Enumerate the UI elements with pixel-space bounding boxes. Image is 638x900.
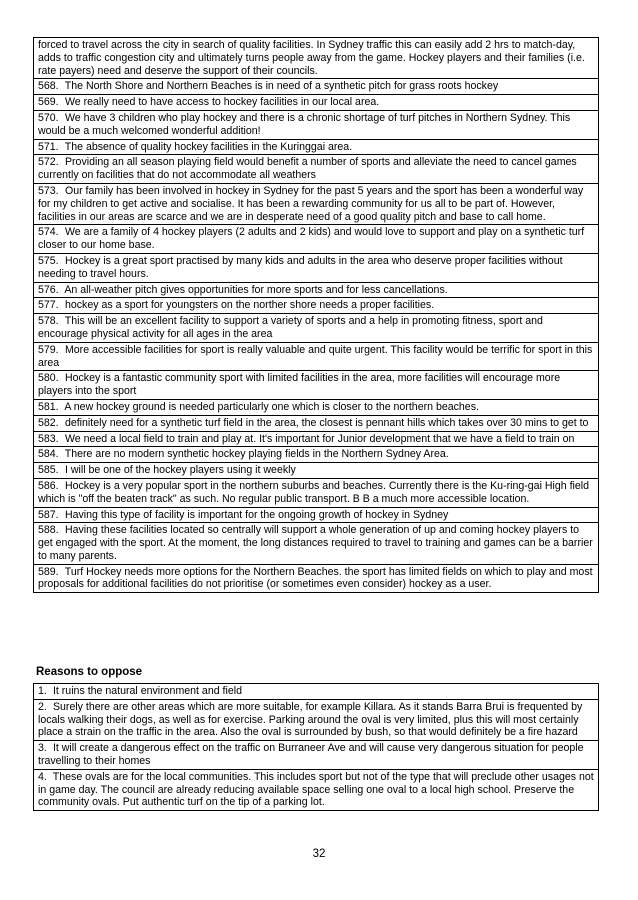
support-comments-table — [33, 37, 599, 593]
support-comment-text: There are no modern synthetic hockey playing fields in the Northern Sydney Area. — [64, 448, 449, 461]
support-comment-text: We have 3 children who play hockey and there is a chronic shortage of turf pitches in Northern Sydney. This would be a much welcomed wonderful addition! — [38, 111, 571, 137]
table-row — [34, 298, 599, 314]
table-row — [34, 342, 599, 371]
table-row — [34, 684, 599, 700]
support-comment-text: definitely need for a synthetic turf field in the area, the closest is pennant hills which takes over 30 mins to get to — [64, 416, 589, 429]
table-row — [34, 253, 599, 282]
support-comment-number: 584. — [38, 448, 59, 461]
support-comment-number: 568. — [38, 80, 59, 93]
support-comment-text: This will be an excellent facility to support a variety of sports and a help in promoting fitness, sport and encourage physical activity for all ages in the area — [38, 315, 543, 340]
support-comment-cell — [34, 507, 599, 523]
oppose-comment-cell — [34, 699, 599, 740]
support-comment-number: 581. — [38, 400, 59, 413]
support-comment-number: 585. — [38, 464, 59, 477]
support-comment-cell — [34, 564, 599, 593]
support-comment-number: 588. — [38, 524, 59, 537]
table-row — [34, 463, 599, 479]
support-comment-text: The North Shore and Northern Beaches is in need of a synthetic pitch for grass roots hockey — [64, 80, 499, 93]
table-row — [34, 371, 599, 400]
oppose-comment-text: These ovals are for the local communities. This includes sport but not of the type that will preclude other usages not in game day. The council are already reducing available space selling one oval to a local high school. Preserve the community ovals. Put authentic turf on the tip of a parking lot. — [38, 770, 594, 809]
table-row — [34, 38, 599, 79]
support-comment-number: 576. — [38, 283, 59, 296]
support-comment-number: 586. — [38, 479, 59, 492]
oppose-comment-number: 2. — [38, 700, 47, 713]
support-comment-number: 572. — [38, 156, 59, 169]
oppose-comment-number: 3. — [38, 742, 47, 755]
support-comment-text: We need a local field to train and play at. It's important for Junior development that we have a field to train on — [64, 432, 575, 445]
support-comment-cell — [34, 298, 599, 314]
continued-comment-text: forced to travel across the city in search of quality facilities. In Sydney traffic this can easily add 2 hrs to match-day, adds to traffic congestion city and ultimately turns people away from the game. Hockey players and their families (i.e. rate payers) need and deserve the support of their councils. — [34, 38, 599, 79]
support-comment-cell — [34, 139, 599, 155]
support-comment-cell — [34, 225, 599, 254]
oppose-comment-number: 4. — [38, 770, 47, 783]
table-row — [34, 225, 599, 254]
support-comment-number: 582. — [38, 416, 59, 429]
support-comment-cell — [34, 282, 599, 298]
support-comment-text: Our family has been involved in hockey in Sydney for the past 5 years and the sport has been a wonderful way for my children to get active and socialise. It has been a rewarding community for us all to be part of. However, facilities in our areas are scarce and we are in desperate need of a good quality pitch and base to call home. — [38, 184, 584, 223]
support-comment-cell — [34, 431, 599, 447]
table-row — [34, 478, 599, 507]
support-comment-number: 569. — [38, 96, 59, 109]
support-comment-text: Hockey is a great sport practised by many kids and adults in the area who deserve proper facilities without needing to travel hours. — [38, 254, 563, 280]
oppose-comment-number: 1. — [38, 685, 47, 697]
table-row — [34, 95, 599, 111]
support-comment-number: 578. — [38, 315, 59, 328]
support-comment-text: Providing an all season playing field would benefit a number of sports and alleviate the need to cancel games currently on facilities that do not accommodate all weathers — [38, 156, 577, 182]
oppose-comments-body — [34, 684, 599, 811]
support-comment-cell — [34, 415, 599, 431]
support-comment-number: 571. — [38, 140, 59, 153]
support-comment-cell — [34, 447, 599, 463]
support-comment-cell — [34, 523, 599, 564]
table-row — [34, 769, 599, 810]
support-comment-text: Hockey is a fantastic community sport with limited facilities in the area, more facilities will encourage more players into the sport — [38, 372, 561, 398]
support-comment-number: 570. — [38, 111, 59, 124]
oppose-comments-table — [33, 683, 599, 811]
support-comment-cell — [34, 253, 599, 282]
table-row — [34, 282, 599, 298]
table-row — [34, 155, 599, 184]
support-comment-cell — [34, 463, 599, 479]
table-row — [34, 183, 599, 224]
support-comment-number: 579. — [38, 343, 59, 356]
table-row — [34, 79, 599, 95]
support-comment-number: 587. — [38, 508, 59, 521]
support-comment-cell — [34, 399, 599, 415]
table-row — [34, 564, 599, 593]
support-comment-cell — [34, 342, 599, 371]
support-comment-number: 573. — [38, 184, 59, 197]
oppose-heading: Reasons to oppose — [36, 666, 143, 678]
table-row — [34, 447, 599, 463]
support-comment-text: An all-weather pitch gives opportunities for more sports and for less cancellations. — [64, 283, 448, 296]
table-row — [34, 110, 599, 139]
support-comment-text: Having these facilities located so centrally will support a whole generation of up and coming hockey players to get engaged with the sport. At the moment, the long distances required to travel to training and games can be a barrier to many parents. — [38, 524, 593, 562]
support-comment-text: Turf Hockey needs more options for the Northern Beaches. the sport has limited fields on which to play and most proposals for additional facilities do not prioritise (or sometimes even consider) hockey as a user. — [38, 565, 593, 591]
support-comment-number: 574. — [38, 226, 59, 239]
support-comment-cell — [34, 79, 599, 95]
support-comment-number: 583. — [38, 432, 59, 445]
support-comment-cell — [34, 155, 599, 184]
support-comment-cell — [34, 478, 599, 507]
page-number: 32 — [312, 848, 326, 860]
support-comment-cell — [34, 183, 599, 224]
support-comment-text: We are a family of 4 hockey players (2 adults and 2 kids) and would love to support and play on a synthetic turf closer to our home base. — [38, 226, 585, 252]
table-row — [34, 399, 599, 415]
table-row — [34, 741, 599, 770]
support-comment-text: hockey as a sport for youngsters on the norther shore needs a proper facilities. — [64, 299, 435, 312]
support-comment-text: Hockey is a very popular sport in the northern suburbs and beaches. Currently there is the Ku-ring-gai High field which is "off the beaten track" as such. No regular public transport. B B a much more accessible location. — [38, 479, 590, 505]
table-row — [34, 507, 599, 523]
table-row — [34, 415, 599, 431]
support-comment-number: 577. — [38, 299, 59, 312]
support-comment-cell — [34, 314, 599, 343]
support-comment-text: We really need to have access to hockey facilities in our local area. — [64, 96, 380, 109]
table-row — [34, 314, 599, 343]
oppose-comment-text: It will create a dangerous effect on the traffic on Burraneer Ave and will cause very dangerous situation for people travelling to their homes — [38, 742, 584, 767]
table-row — [34, 699, 599, 740]
oppose-comment-cell — [34, 741, 599, 770]
support-comment-number: 589. — [38, 565, 59, 578]
support-comment-cell — [34, 371, 599, 400]
support-comment-text: More accessible facilities for sport is really valuable and quite urgent. This facility would be terrific for sport in this area — [38, 343, 593, 369]
oppose-comment-cell — [34, 769, 599, 810]
support-comment-cell — [34, 110, 599, 139]
support-comment-text: I will be one of the hockey players using it weekly — [64, 464, 296, 477]
oppose-comment-text: It ruins the natural environment and field — [52, 685, 242, 697]
oppose-comment-cell — [34, 684, 599, 700]
support-comment-cell — [34, 95, 599, 111]
support-comment-number: 575. — [38, 254, 59, 267]
support-comment-text: A new hockey ground is needed particularly one which is closer to the northern beaches. — [64, 400, 479, 413]
table-row — [34, 139, 599, 155]
support-comments-body — [34, 38, 599, 593]
table-row — [34, 431, 599, 447]
table-row — [34, 523, 599, 564]
support-comment-number: 580. — [38, 372, 59, 385]
oppose-comment-text: Surely there are other areas which are more suitable, for example Killara. As it stands Barra Brui is frequented by locals walking their dogs, as well as for exercise. Parking around the oval is very limited, plus this will most certainly place a strain on the traffic in the area. Also the oval is surrounded by bush, so that would definitely be a fire hazard — [38, 700, 583, 739]
support-comment-text: Having this type of facility is important for the ongoing growth of hockey in Sydney — [64, 508, 449, 521]
support-comment-text: The absence of quality hockey facilities in the Kuringgai area. — [64, 140, 353, 153]
